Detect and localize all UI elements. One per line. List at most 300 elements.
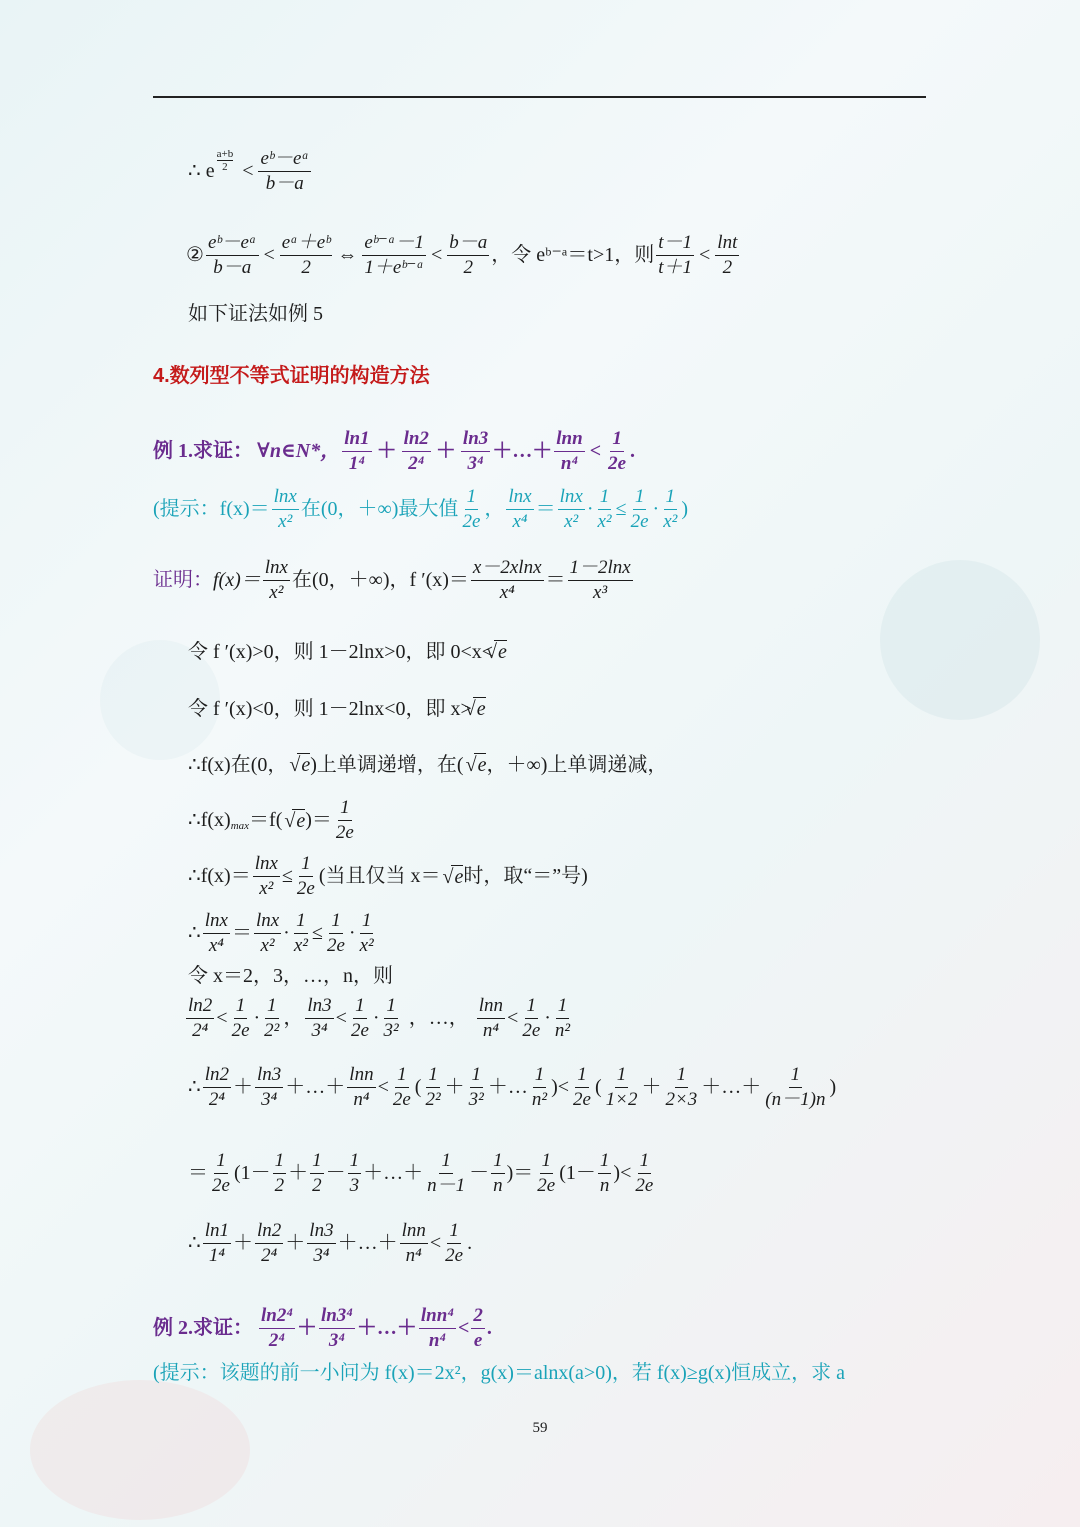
denominator: 1⁴ xyxy=(348,452,365,474)
ellipsis: ＋…＋ xyxy=(285,1076,346,1099)
fraction xyxy=(273,1150,287,1197)
ellipsis: ＋…＋ xyxy=(337,1232,398,1255)
denominator: 2e xyxy=(231,1019,250,1041)
plus: ＋ xyxy=(444,1076,465,1099)
numerator: ln2 xyxy=(203,1064,231,1088)
exponent-numerator: a+b xyxy=(216,147,234,160)
denominator: 2e xyxy=(608,452,627,474)
denominator: x² xyxy=(269,581,284,603)
less-than: < xyxy=(431,244,443,267)
fraction xyxy=(254,910,281,957)
denominator: (n－1)n xyxy=(765,1088,826,1110)
dot: · xyxy=(253,1007,261,1030)
formula-line xyxy=(188,148,313,195)
sqrt-expression: √ e xyxy=(451,865,464,888)
less-than: < xyxy=(457,1317,470,1340)
hint-text: 在(0，＋∞)最大值 xyxy=(300,498,459,521)
formula-text: )< xyxy=(613,1162,632,1185)
denominator: n xyxy=(599,1174,610,1196)
sqrt-expression: √ e xyxy=(474,753,487,776)
fraction xyxy=(210,1150,232,1197)
example-1-statement xyxy=(153,428,635,475)
numerator: ln3 xyxy=(307,1220,335,1244)
denominator: x² xyxy=(293,934,308,956)
denominator: n² xyxy=(531,1088,548,1110)
numerator: 1 xyxy=(234,995,248,1019)
denominator: 3⁴ xyxy=(313,1244,330,1266)
denominator: x² xyxy=(597,510,612,532)
formula-text: ∴f(x)＝ xyxy=(188,865,251,888)
ellipsis: ，…， xyxy=(408,1007,469,1030)
denominator: 2 xyxy=(274,1174,285,1196)
denominator: x⁴ xyxy=(208,934,224,956)
denominator: 2e xyxy=(350,1019,369,1041)
fraction xyxy=(358,910,376,957)
dot: · xyxy=(544,1007,551,1030)
denominator: 2 xyxy=(463,256,474,278)
numerator: lnn⁴ xyxy=(419,1305,456,1329)
ellipsis: ＋…＋ xyxy=(492,440,553,463)
numerator: 1 xyxy=(360,910,374,934)
denominator: b－a xyxy=(265,172,304,194)
ellipsis: ＋… xyxy=(487,1076,528,1099)
sqrt-expression: √ e xyxy=(292,809,305,832)
denominator: 3⁴ xyxy=(261,1088,278,1110)
fraction xyxy=(186,995,214,1042)
fraction xyxy=(467,1064,486,1111)
hint-2 xyxy=(153,1362,845,1384)
numerator: 1 xyxy=(338,797,352,821)
numerator: lnx xyxy=(272,486,299,510)
fraction xyxy=(471,1305,485,1352)
proof-conclusion xyxy=(188,1220,472,1267)
numerator: 1 xyxy=(598,486,612,510)
fraction xyxy=(598,1150,612,1197)
numerator: 1 xyxy=(465,486,479,510)
fraction xyxy=(206,232,259,279)
hint-1 xyxy=(153,486,688,533)
numerator: 1 xyxy=(525,995,539,1019)
numerator: ln1 xyxy=(203,1220,231,1244)
denominator: 1⁴ xyxy=(208,1244,225,1266)
numerator: lnx xyxy=(506,486,533,510)
less-than: < xyxy=(429,1232,442,1255)
less-equal: ≤ xyxy=(311,922,323,945)
less-than: < xyxy=(263,244,275,267)
fraction xyxy=(558,486,585,533)
fraction xyxy=(663,1064,699,1111)
dot: · xyxy=(652,498,660,521)
formula-text: ＝f( xyxy=(249,809,283,832)
numerator: ln1 xyxy=(342,428,371,452)
background-decoration xyxy=(30,1380,250,1520)
ellipsis: ＋…＋ xyxy=(356,1317,417,1340)
numerator: 1 xyxy=(395,1064,409,1088)
numerator: ln2 xyxy=(186,995,214,1019)
fraction xyxy=(530,1064,549,1111)
denominator: n⁴ xyxy=(353,1088,370,1110)
denominator: 2e xyxy=(212,1174,230,1196)
hint-text: (提示：f(x)＝ xyxy=(153,498,270,521)
denominator: 3⁴ xyxy=(311,1019,328,1041)
fraction xyxy=(259,1305,295,1352)
plus: ＋ xyxy=(285,1232,306,1255)
example-label: 例 1.求证： xyxy=(153,440,253,463)
fraction xyxy=(391,1064,413,1111)
heading-text: 4.数列型不等式证明的构造方法 xyxy=(153,365,430,387)
formula-text: )上单调递增，在( xyxy=(310,753,464,776)
plus: ＋ xyxy=(641,1076,662,1099)
fraction xyxy=(262,995,281,1042)
minus: － xyxy=(325,1162,346,1185)
body-text: 如下证法如例 5 xyxy=(188,303,323,325)
denominator: x² xyxy=(359,934,374,956)
numerator: 1 xyxy=(789,1064,803,1088)
fraction xyxy=(263,557,290,604)
denominator: 2e xyxy=(573,1088,591,1110)
proof-line xyxy=(153,557,635,604)
background-decoration xyxy=(880,560,1040,720)
numerator: 1 xyxy=(426,1064,440,1088)
fraction xyxy=(255,1220,283,1267)
numerator: 1 xyxy=(470,1064,484,1088)
fraction xyxy=(568,557,633,604)
fraction xyxy=(661,486,679,533)
denominator: 2 xyxy=(722,256,733,278)
dot: · xyxy=(372,1007,380,1030)
less-equal: ≤ xyxy=(281,865,293,888)
paren: ) xyxy=(829,1076,837,1099)
fraction xyxy=(460,486,482,533)
proof-step xyxy=(188,965,393,987)
numerator: 1 xyxy=(214,1150,228,1174)
numerator: lnx xyxy=(253,853,280,877)
denominator: 2e xyxy=(296,877,315,899)
equals: ＝ xyxy=(188,1162,208,1185)
denominator: 3⁴ xyxy=(467,452,484,474)
denominator: 2⁴ xyxy=(268,1329,286,1351)
minus: － xyxy=(469,1162,490,1185)
denominator: 2e xyxy=(335,821,354,843)
equals: ＝ xyxy=(545,569,566,592)
numerator: ln3 xyxy=(255,1064,283,1088)
denominator: 2e xyxy=(630,510,649,532)
fraction xyxy=(419,1305,456,1352)
numerator: ln3 xyxy=(461,428,490,452)
numerator: lnn xyxy=(554,428,584,452)
fraction xyxy=(763,1064,827,1111)
denominator: 2e xyxy=(522,1019,541,1041)
numerator: 1 xyxy=(556,995,570,1019)
fraction xyxy=(255,1064,283,1111)
numerator: x－2xlnx xyxy=(471,557,544,581)
plus: ＋ xyxy=(435,440,456,463)
formula-text: (1－ xyxy=(233,1162,271,1185)
example-2-statement xyxy=(153,1305,492,1352)
fraction xyxy=(280,232,333,279)
denominator: e xyxy=(473,1329,483,1351)
circled-number: ② xyxy=(186,244,204,267)
example-label: 例 2.求证： xyxy=(153,1317,253,1340)
formula-text: ，令 eᵇ⁻ᵃ＝t>1，则 xyxy=(491,244,655,267)
numerator: 1 xyxy=(348,1150,362,1174)
exponent-denominator: 2 xyxy=(222,160,228,173)
formula-text: (当且仅当 x＝ xyxy=(318,865,441,888)
numerator: 1 xyxy=(294,910,308,934)
sqrt-expression: √ e xyxy=(494,640,507,663)
equals: ＝ xyxy=(231,922,252,945)
less-than: < xyxy=(699,244,711,267)
denominator: 2e xyxy=(635,1174,654,1196)
fraction xyxy=(310,1150,324,1197)
plus: ＋ xyxy=(296,1317,317,1340)
numerator: 1 xyxy=(575,1064,589,1088)
denominator: b－a xyxy=(213,256,252,278)
ellipsis: ＋…＋ xyxy=(363,1162,424,1185)
fraction xyxy=(471,557,544,604)
fraction xyxy=(604,1064,640,1111)
denominator: 2 xyxy=(312,1174,322,1196)
formula-text: 时，取“＝”号) xyxy=(463,865,588,888)
proof-step xyxy=(188,797,358,844)
numerator: eᵃ＋eᵇ xyxy=(280,232,333,256)
denominator: 2 xyxy=(301,256,311,278)
dot: · xyxy=(283,922,290,945)
numerator: lnx xyxy=(263,557,290,581)
period: . xyxy=(467,1232,473,1255)
numerator: 1 xyxy=(353,995,367,1019)
less-than: < xyxy=(507,1007,519,1030)
numerator: 1 xyxy=(384,995,398,1019)
proof-step xyxy=(188,640,507,663)
numerator: 1 xyxy=(447,1220,461,1244)
fraction xyxy=(535,1150,557,1197)
denominator: 3 xyxy=(349,1174,360,1196)
fraction xyxy=(447,232,489,279)
formula-text: )＝ xyxy=(506,1162,534,1185)
denominator: n² xyxy=(554,1019,571,1041)
plus: ＋ xyxy=(233,1076,254,1099)
fraction xyxy=(342,428,371,475)
proof-step xyxy=(188,910,378,957)
fraction xyxy=(325,910,347,957)
fraction xyxy=(230,995,252,1042)
denominator: 2² xyxy=(264,1019,280,1041)
numerator: lnn xyxy=(477,995,505,1019)
numerator: 1 xyxy=(491,1150,505,1174)
equals: ＝ xyxy=(535,498,556,521)
fraction xyxy=(319,1305,355,1352)
denominator: n⁴ xyxy=(428,1329,447,1351)
denominator: x² xyxy=(260,934,275,956)
fraction xyxy=(348,1150,362,1197)
exponent-fraction xyxy=(217,148,234,173)
less-equal: ≤ xyxy=(615,498,627,521)
proof-step xyxy=(184,995,574,1042)
numerator: 1 xyxy=(610,428,624,452)
fraction xyxy=(595,486,613,533)
period: . xyxy=(630,440,636,463)
paren: ( xyxy=(414,1076,422,1099)
numerator: lnx xyxy=(203,910,230,934)
fraction xyxy=(258,148,311,195)
denominator: x⁴ xyxy=(499,581,515,603)
fraction xyxy=(477,995,505,1042)
formula-text: 令 x＝2，3，…，n，则 xyxy=(188,965,393,987)
denominator: 2⁴ xyxy=(408,452,425,474)
fraction xyxy=(443,1220,465,1267)
denominator: 2⁴ xyxy=(192,1019,209,1041)
paren: ( xyxy=(594,1076,602,1099)
numerator: 1 xyxy=(675,1064,689,1088)
fraction xyxy=(633,1150,655,1197)
fraction xyxy=(203,1064,231,1111)
fraction xyxy=(349,995,371,1042)
fraction xyxy=(253,853,280,900)
denominator: x² xyxy=(663,510,678,532)
denominator: 2e xyxy=(445,1244,464,1266)
numerator: 1 xyxy=(615,1064,629,1088)
numerator: ln3⁴ xyxy=(319,1305,355,1329)
denominator: x² xyxy=(278,510,293,532)
numerator: eᵇ－eᵃ xyxy=(206,232,259,256)
denominator: n－1 xyxy=(427,1174,466,1196)
numerator: 1 xyxy=(533,1064,547,1088)
numerator: 1 xyxy=(329,910,343,934)
fraction xyxy=(292,910,310,957)
denominator: 2⁴ xyxy=(261,1244,278,1266)
less-than: < xyxy=(377,1076,389,1099)
text-line xyxy=(188,303,323,325)
fraction xyxy=(334,797,356,844)
numerator: 1 xyxy=(540,1150,554,1174)
iff-symbol: ⇔ xyxy=(337,244,358,267)
proof-step xyxy=(188,1064,836,1111)
numerator: lnx xyxy=(254,910,281,934)
formula-text: ，＋∞)上单调递减， xyxy=(486,753,668,776)
less-than: < xyxy=(335,1007,347,1030)
sqrt-expression: √ e xyxy=(473,697,486,720)
proof-step xyxy=(188,853,588,900)
numerator: lnt xyxy=(715,232,739,256)
fraction xyxy=(506,486,533,533)
fraction xyxy=(520,995,542,1042)
fraction xyxy=(553,995,572,1042)
denominator: 2×3 xyxy=(665,1088,698,1110)
numerator: 1－2lnx xyxy=(568,557,633,581)
formula-text: 在(0，＋∞)，f ′(x)＝ xyxy=(291,569,469,592)
numerator: 2 xyxy=(471,1305,485,1329)
numerator: 1 xyxy=(633,486,647,510)
numerator: 1 xyxy=(598,1150,612,1174)
subscript-max: max xyxy=(230,820,250,833)
fraction xyxy=(423,1064,442,1111)
fraction xyxy=(400,1220,428,1267)
formula-line xyxy=(186,232,741,279)
numerator: lnn xyxy=(400,1220,428,1244)
fraction xyxy=(554,428,584,475)
fraction xyxy=(362,232,426,279)
plus: ＋ xyxy=(233,1232,254,1255)
proof-step xyxy=(188,697,486,720)
section-heading xyxy=(153,365,430,387)
hint-text: (提示：该题的前一小问为 f(x)＝2x²，g(x)＝alnx(a>0)，若 f(x)≥g(x)恒成立，求 a xyxy=(153,1362,846,1384)
fraction xyxy=(307,1220,335,1267)
denominator: n xyxy=(493,1174,503,1196)
denominator: 2⁴ xyxy=(208,1088,225,1110)
proof-step xyxy=(188,1150,657,1197)
less-than: < xyxy=(216,1007,228,1030)
fraction xyxy=(347,1064,375,1111)
sqrt-expression: √ e xyxy=(297,753,310,776)
numerator: 1 xyxy=(299,853,313,877)
denominator: 2e xyxy=(462,510,481,532)
proof-label: 证明： xyxy=(153,569,213,592)
hint-text: ) xyxy=(681,498,689,521)
numerator: lnn xyxy=(347,1064,375,1088)
fraction xyxy=(606,428,628,475)
denominator: x² xyxy=(259,877,274,899)
numerator: 1 xyxy=(638,1150,652,1174)
fraction xyxy=(715,232,739,279)
proof-step xyxy=(188,753,667,776)
fraction xyxy=(295,853,317,900)
fraction xyxy=(203,1220,231,1267)
numerator: 1 xyxy=(664,486,678,510)
denominator: 2e xyxy=(392,1088,411,1110)
denominator: 1＋eᵇ⁻ᵃ xyxy=(364,256,424,278)
numerator: lnx xyxy=(558,486,585,510)
fraction xyxy=(272,486,299,533)
denominator: 1×2 xyxy=(605,1088,638,1110)
denominator: n⁴ xyxy=(482,1019,499,1041)
formula-text: )＝ xyxy=(305,809,332,832)
numerator: ln2 xyxy=(402,428,431,452)
formula-text: (1－ xyxy=(559,1162,596,1185)
formula-text: 令 f ′(x)<0，则 1－2lnx<0，即 x> xyxy=(188,697,472,720)
numerator: ln3 xyxy=(305,995,333,1019)
denominator: n⁴ xyxy=(405,1244,422,1266)
formula-text: ∴f(x) xyxy=(188,809,231,832)
formula-text: ∀n∈N*， xyxy=(257,440,341,463)
plus: ＋ xyxy=(376,440,397,463)
fraction xyxy=(656,232,694,279)
formula-text: ∴ xyxy=(188,1076,201,1099)
numerator: t－1 xyxy=(656,232,694,256)
formula-text: 令 f ′(x)>0，则 1－2lnx>0，即 0<x< xyxy=(188,640,494,663)
denominator: x⁴ xyxy=(512,510,528,532)
comma: ， xyxy=(283,1007,304,1030)
hint-text: ， xyxy=(484,498,505,521)
fraction xyxy=(461,428,490,475)
denominator: x³ xyxy=(593,581,608,603)
paren: )< xyxy=(551,1076,570,1099)
formula-text: ∴ e xyxy=(188,160,215,183)
numerator: b－a xyxy=(447,232,489,256)
fraction xyxy=(402,428,431,475)
formula-text: ∴f(x)在(0， xyxy=(188,753,288,776)
fraction xyxy=(491,1150,505,1197)
denominator: 2e xyxy=(537,1174,556,1196)
formula-text: ∴ xyxy=(188,1232,201,1255)
numerator: ln2 xyxy=(255,1220,283,1244)
denominator: 3⁴ xyxy=(328,1329,345,1351)
less-than: < xyxy=(589,440,602,463)
denominator: t＋1 xyxy=(658,256,693,278)
fraction xyxy=(571,1064,593,1111)
dot: · xyxy=(586,498,594,521)
formula-text: f(x)＝ xyxy=(213,569,261,592)
